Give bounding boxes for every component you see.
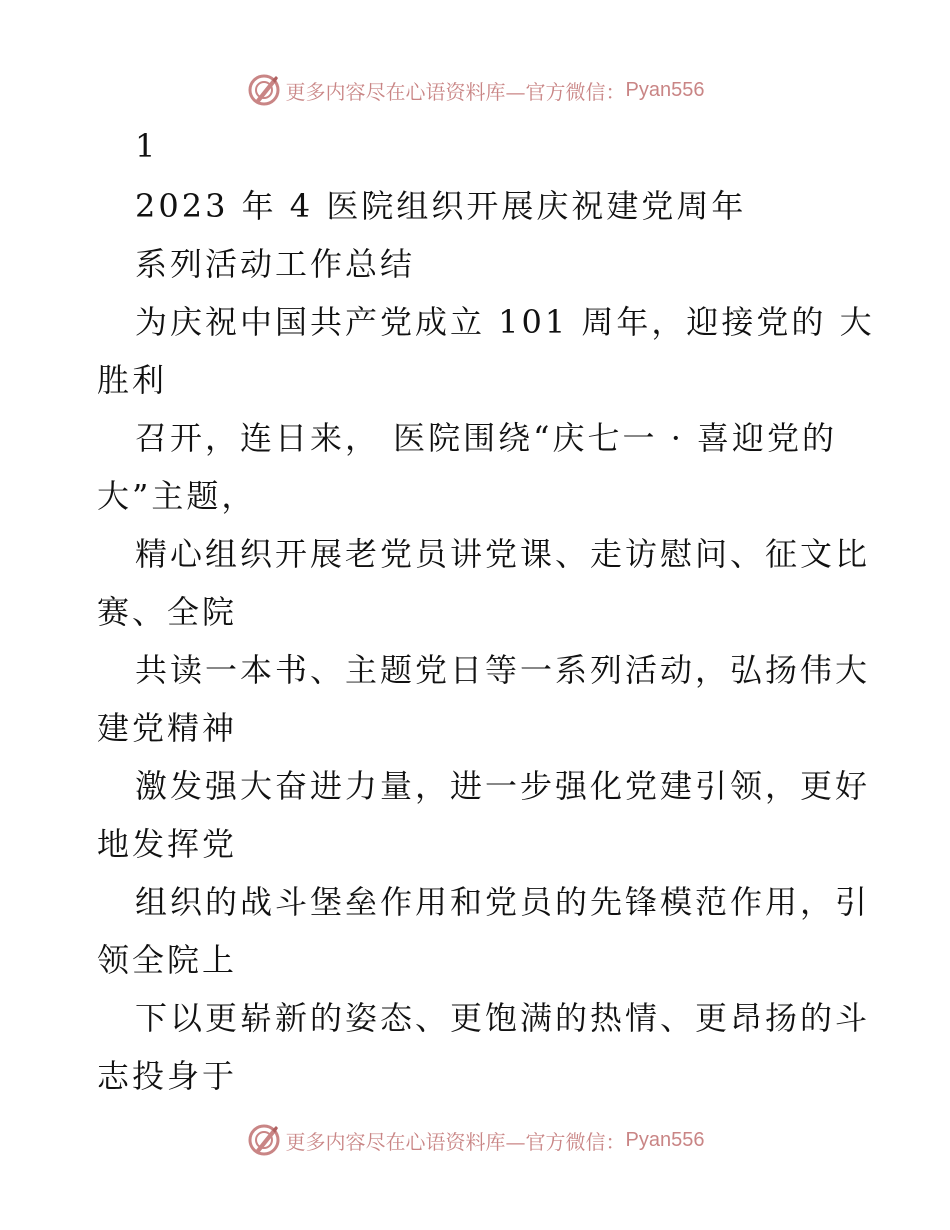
body-line: 大”主题， xyxy=(97,477,257,515)
watermark-wechat-id: Pyan556 xyxy=(625,1128,705,1151)
body-line: 建党精神 xyxy=(97,709,238,747)
body-line: 为庆祝中国共产党成立 101 周年，迎接党的 大 xyxy=(135,303,875,341)
watermark-wechat-id: Pyan556 xyxy=(625,78,705,101)
watermark-text: 更多内容尽在心语资料库—官方微信： xyxy=(285,1129,626,1154)
doc-title-line-2: 系列活动工作总结 xyxy=(135,245,416,283)
body-line: 赛、全院 xyxy=(97,593,238,631)
page-number: 1 xyxy=(135,127,159,165)
doc-title-line-1: 2023 年 4 医院组织开展庆祝建党周年 xyxy=(135,187,747,225)
body-line: 领全院上 xyxy=(97,941,238,979)
body-line: 胜利 xyxy=(97,361,168,399)
body-line: 地发挥党 xyxy=(97,825,238,863)
pen-seal-icon xyxy=(246,1122,282,1158)
body-line: 志投身于 xyxy=(97,1057,238,1095)
body-line: 精心组织开展老党员讲党课、走访慰问、征文比 xyxy=(135,535,871,573)
body-line: 共读一本书、主题党日等一系列活动，弘扬伟大 xyxy=(135,651,871,689)
footer-watermark xyxy=(0,1120,950,1160)
body-line: 激发强大奋进力量，进一步强化党建引领，更好 xyxy=(135,767,871,805)
watermark-text: 更多内容尽在心语资料库—官方微信： xyxy=(285,79,626,104)
header-watermark xyxy=(0,70,950,110)
body-line: 下以更崭新的姿态、更饱满的热情、更昂扬的斗 xyxy=(135,999,871,1037)
body-line: 召开，连日来， 医院围绕“庆七一 · 喜迎党的 xyxy=(135,419,838,457)
body-line: 组织的战斗堡垒作用和党员的先锋模范作用，引 xyxy=(135,883,871,921)
pen-seal-icon xyxy=(246,72,282,108)
